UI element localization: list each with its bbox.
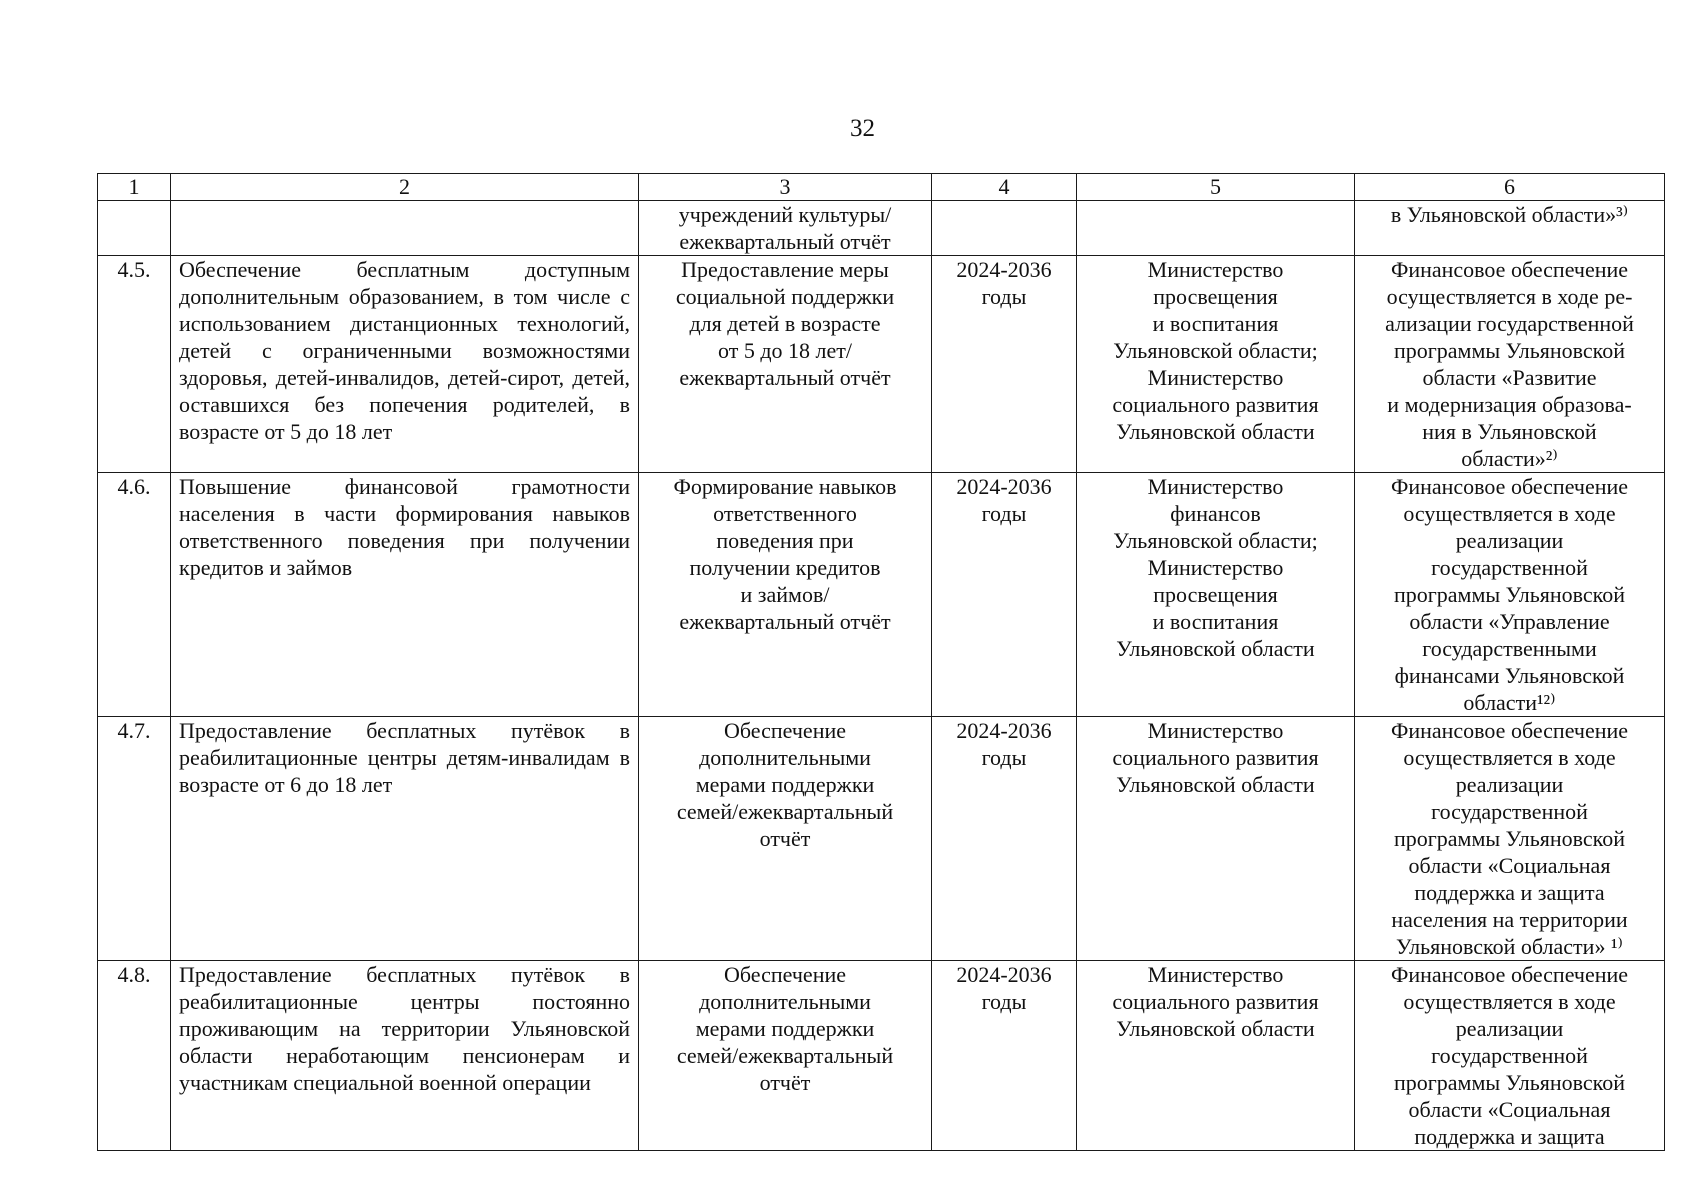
- column-header: 3: [639, 174, 932, 201]
- column-header: 5: [1077, 174, 1355, 201]
- executor-cell: Министерство социального развития Ульяновской области: [1077, 717, 1355, 961]
- executor-cell: [1077, 201, 1355, 256]
- event-cell: Обеспечение бесплатным доступным дополнительным образованием, в том числе с использованием дистанционных технологий, детей с ограниченными возможностями здоровья, детей-инвалидов, детей-сирот, детей, оставшихся без попечения родителей, в возрасте от 5 до 18 лет: [171, 256, 639, 473]
- financing-cell: в Ульяновской области»³⁾: [1355, 201, 1665, 256]
- financing-cell: Финансовое обеспечение осуществляется в ходе реализации государственной программы Ульяновской области «Социальная поддержка и защита населения на территории Ульяновской области» ¹⁾: [1355, 717, 1665, 961]
- row-number-cell: 4.8.: [98, 961, 171, 1151]
- column-header: 2: [171, 174, 639, 201]
- column-number-row: [98, 174, 1665, 201]
- result-cell: Формирование навыков ответственного поведения при получении кредитов и займов/ ежеквартальный отчёт: [639, 473, 932, 717]
- row-number-cell: 4.5.: [98, 256, 171, 473]
- result-cell: Предоставление меры социальной поддержки для детей в возрасте от 5 до 18 лет/ ежеквартальный отчёт: [639, 256, 932, 473]
- table-row: [98, 201, 1665, 256]
- table-row: [98, 256, 1665, 473]
- row-number-cell: [98, 201, 171, 256]
- result-cell: Обеспечение дополнительными мерами поддержки семей/ежеквартальный отчёт: [639, 717, 932, 961]
- column-header: 4: [932, 174, 1077, 201]
- event-cell: Предоставление бесплатных путёвок в реабилитационные центры детям-инвалидам в возрасте от 6 до 18 лет: [171, 717, 639, 961]
- financing-cell: Финансовое обеспечение осуществляется в ходе ре- ализации государственной программы Ульяновской области «Развитие и модернизация образова- ния в Ульяновской области»²⁾: [1355, 256, 1665, 473]
- executor-cell: Министерство просвещения и воспитания Ульяновской области; Министерство социального развития Ульяновской области: [1077, 256, 1355, 473]
- row-number-cell: 4.6.: [98, 473, 171, 717]
- event-cell: Повышение финансовой грамотности населения в части формирования навыков ответственного поведения при получении кредитов и займов: [171, 473, 639, 717]
- executor-cell: Министерство социального развития Ульяновской области: [1077, 961, 1355, 1151]
- table-row: [98, 961, 1665, 1151]
- result-cell: Обеспечение дополнительными мерами поддержки семей/ежеквартальный отчёт: [639, 961, 932, 1151]
- row-number-cell: 4.7.: [98, 717, 171, 961]
- financing-cell: Финансовое обеспечение осуществляется в ходе реализации государственной программы Ульяновской области «Управление государственными финансами Ульяновской области¹²⁾: [1355, 473, 1665, 717]
- page-number: 32: [850, 115, 875, 142]
- table-row: [98, 473, 1665, 717]
- table-row: [98, 717, 1665, 961]
- event-cell: [171, 201, 639, 256]
- event-cell: Предоставление бесплатных путёвок в реабилитационные центры постоянно проживающим на территории Ульяновской области неработающим пенсионерам и участникам специальной военной операции: [171, 961, 639, 1151]
- period-cell: 2024-2036 годы: [932, 717, 1077, 961]
- executor-cell: Министерство финансов Ульяновской области; Министерство просвещения и воспитания Ульяновской области: [1077, 473, 1355, 717]
- result-cell: учреждений культуры/ ежеквартальный отчёт: [639, 201, 932, 256]
- period-cell: 2024-2036 годы: [932, 256, 1077, 473]
- period-cell: [932, 201, 1077, 256]
- measures-table: [97, 173, 1665, 1151]
- column-header: 6: [1355, 174, 1665, 201]
- column-header: 1: [98, 174, 171, 201]
- financing-cell: Финансовое обеспечение осуществляется в ходе реализации государственной программы Ульяновской области «Социальная поддержка и защита: [1355, 961, 1665, 1151]
- period-cell: 2024-2036 годы: [932, 961, 1077, 1151]
- period-cell: 2024-2036 годы: [932, 473, 1077, 717]
